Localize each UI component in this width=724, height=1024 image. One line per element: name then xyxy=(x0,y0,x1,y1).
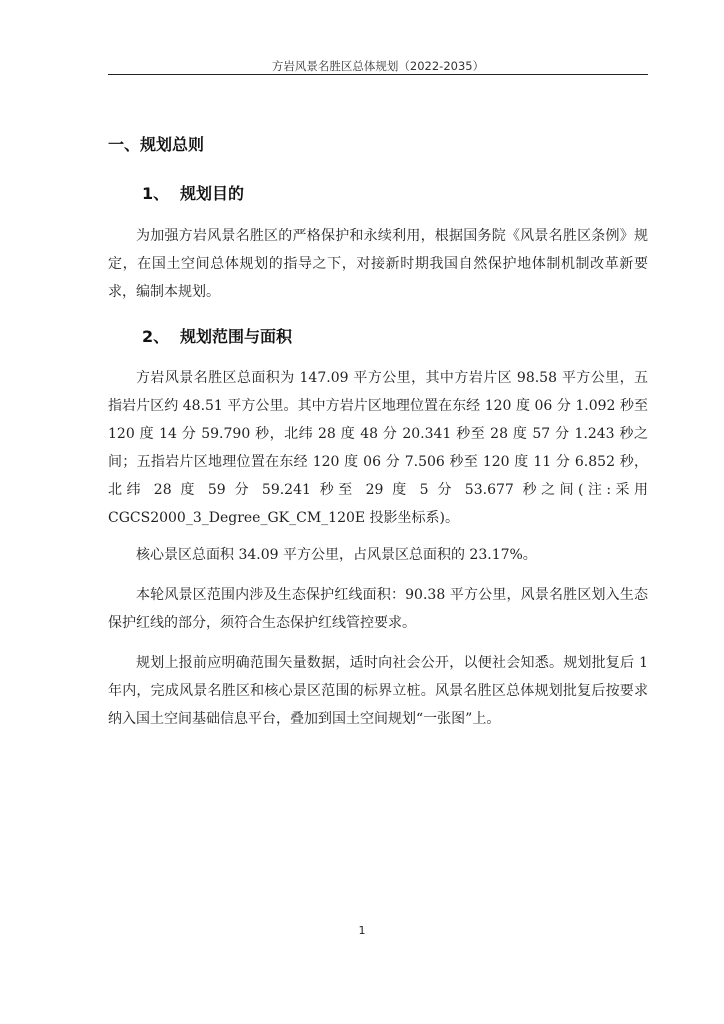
subsection-heading-scope xyxy=(142,324,292,347)
subsection-title: 规划范围与面积 xyxy=(180,327,293,346)
paragraph-boundary: 规划上报前应明确范围矢量数据，适时向社会公开，以便社会知悉。规划批复后 1 年内，完成风景名胜区和核心景区范围的标界立桩。风景名胜区总体规划批复后按要求纳入国土空间基础信息平台，叠加到国土空间规划“一张图”上。 xyxy=(108,655,648,727)
subsection-heading-purpose xyxy=(142,181,244,204)
section-title: 一、规划总则 xyxy=(108,135,205,154)
page-header: 方岩风景名胜区总体规划（2022-2035） xyxy=(271,59,485,73)
paragraph-purpose: 为加强方岩风景名胜区的严格保护和永续利用，根据国务院《风景名胜区条例》规定，在国土空间总体规划的指导之下，对接新时期我国自然保护地体制机制改革新要求，编制本规划。 xyxy=(108,228,648,300)
subsection-number: 2、 xyxy=(142,327,170,346)
paragraph-core-area: 核心景区总面积 34.09 平方公里，占风景区总面积的 23.17%。 xyxy=(136,547,537,563)
header-divider xyxy=(108,74,648,75)
paragraph-red-line: 本轮风景区范围内涉及生态保护红线面积：90.38 平方公里，风景名胜区划入生态保护红线的部分，须符合生态保护红线管控要求。 xyxy=(108,587,648,631)
subsection-number: 1、 xyxy=(142,184,170,203)
paragraph-area: 方岩风景名胜区总面积为 147.09 平方公里，其中方岩片区 98.58 平方公里，五指岩片区约 48.51 平方公里。其中方岩片区地理位置在东经 120 度 06 分 1.092 秒至 120 度 14 分 59.790 秒，北纬 28 度 48 分 20.341 秒至 28 度 57 分 1.243 秒之间；五指岩片区地理位置在东经 120 度 06 分 7.506 秒至 120 度 11 分 6.852 秒，北纬 28 度 59 分 59.241 秒至 29 度 5 分 53.677 秒之间(注:采用 CGCS2000_3_Degree_GK_CM_120E 投影坐标系)。 xyxy=(108,370,648,526)
page-number: 1 xyxy=(358,924,366,937)
subsection-title: 规划目的 xyxy=(180,184,245,203)
